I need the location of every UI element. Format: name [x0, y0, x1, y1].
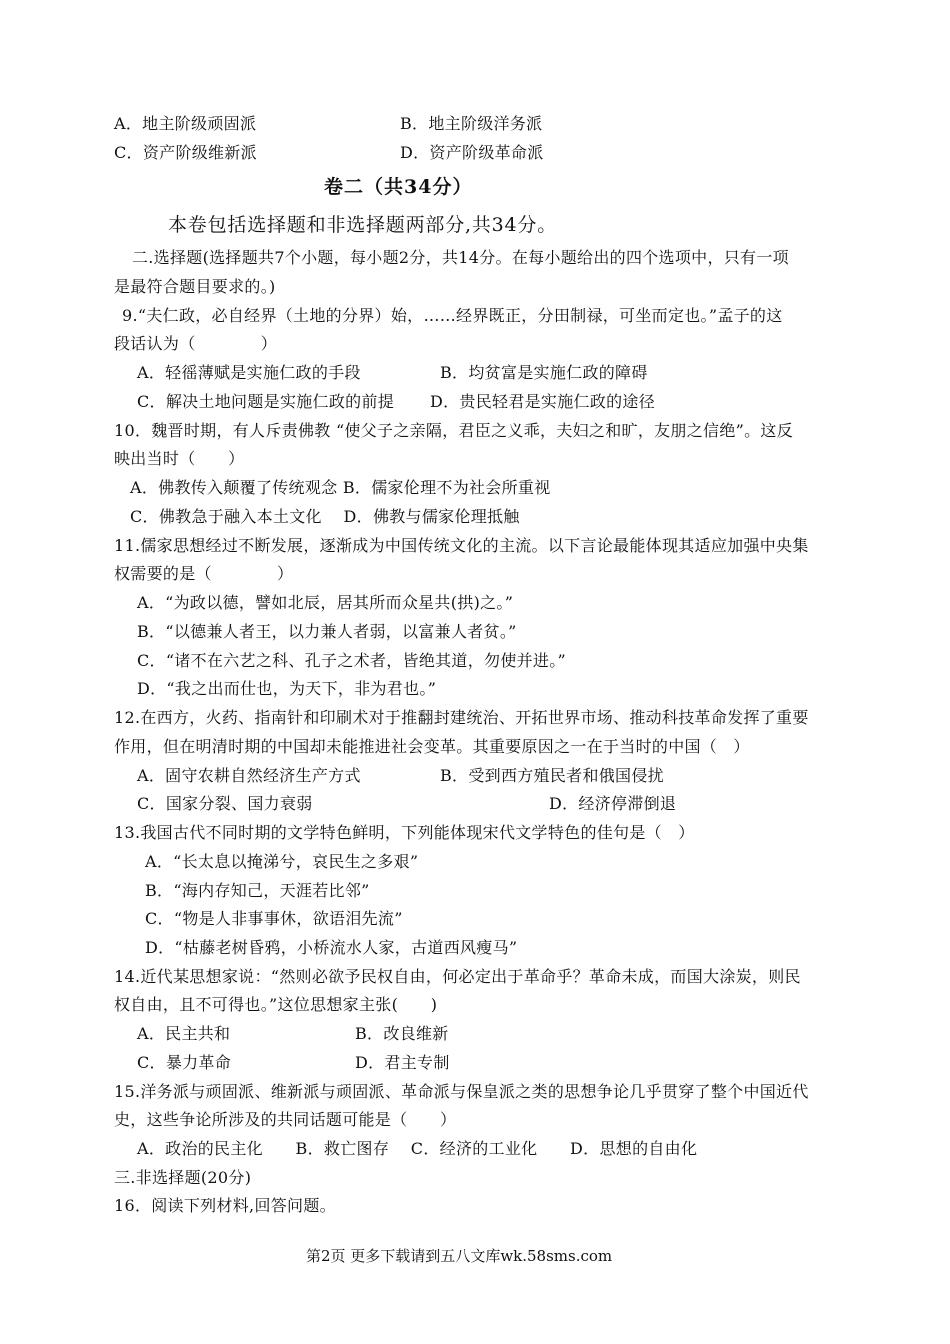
prev-option-c: C．资产阶级维新派 — [114, 143, 257, 162]
q12-option-c: C．国家分裂、国力衰弱 — [137, 794, 313, 813]
page-footer: 第2页 更多下载请到五八文库wk.58sms.com — [306, 1247, 613, 1265]
q15-stem-2: 史，这些争论所涉及的共同话题可能是（ ） — [114, 1110, 457, 1129]
q13-stem: 13.我国古代不同时期的文学特色鲜明，下列能体现宋代文学特色的佳句是（ ） — [114, 823, 695, 842]
q14-option-d: D．君主专制 — [355, 1053, 450, 1072]
prev-option-d: D．资产阶级革命派 — [400, 143, 544, 162]
q10-options-cd: C．佛教急于融入本土文化 D．佛教与儒家伦理抵触 — [130, 507, 520, 526]
instructions-line-2: 是最符合题目要求的。) — [114, 277, 276, 296]
section-title: 卷二（共34分） — [324, 176, 473, 198]
q12-stem-1: 12.在西方，火药、指南针和印刷术对于推翻封建统治、开拓世界市场、推动科技革命发挥了重要 — [114, 708, 809, 727]
section-intro: 本卷包括选择题和非选择题两部分,共34分。 — [168, 214, 558, 236]
q13-option-d: D．“枯藤老树昏鸦，小桥流水人家，古道西风瘦马” — [145, 938, 518, 957]
instructions-line-1: 二.选择题(选择题共7个小题，每小题2分，共14分。在每小题给出的四个选项中，只有一项 — [132, 248, 789, 267]
q10-stem-2: 映出当时（ ） — [114, 449, 245, 468]
q14-stem-2: 权自由，且不可得也。”这位思想家主张( ) — [114, 995, 438, 1014]
q12-option-b: B．受到西方殖民者和俄国侵扰 — [440, 766, 664, 785]
q10-options-ab: A．佛教传入颠覆了传统观念 B．儒家伦理不为社会所重视 — [130, 478, 551, 497]
prev-option-b: B．地主阶级洋务派 — [400, 114, 543, 133]
q11-option-a: A．“为政以德，譬如北辰，居其所而众星共(拱)之。” — [137, 593, 514, 612]
q12-option-a: A．固守农耕自然经济生产方式 — [137, 766, 361, 785]
q12-option-d: D．经济停滞倒退 — [549, 794, 677, 813]
q9-stem-1: 9.“夫仁政，必自经界（土地的分界）始，……经界既正，分田制禄，可坐而定也。”孟子的这 — [122, 306, 783, 325]
prev-option-a: A．地主阶级顽固派 — [114, 114, 257, 133]
q9-stem-2: 段话认为（ ） — [114, 334, 278, 353]
q15-stem-1: 15.洋务派与顽固派、维新派与顽固派、革命派与保皇派之类的思想争论几乎贯穿了整个中国近代 — [114, 1082, 809, 1101]
q11-stem-2: 权需要的是（ ） — [114, 564, 294, 583]
q13-option-c: C．“物是人非事事休，欲语泪先流” — [145, 909, 403, 928]
q12-stem-2: 作用，但在明清时期的中国却未能推进社会变革。其重要原因之一在于当时的中国（ ） — [114, 737, 750, 756]
q9-option-c: C．解决土地问题是实施仁政的前提 — [137, 392, 395, 411]
q15-options: A．政治的民主化 B．救亡图存 C．经济的工业化 D．思想的自由化 — [137, 1139, 698, 1158]
section-3-heading: 三.非选择题(20分) — [114, 1168, 252, 1187]
q13-option-a: A．“长太息以掩涕兮，哀民生之多艰” — [145, 852, 419, 871]
q11-stem-1: 11.儒家思想经过不断发展，逐渐成为中国传统文化的主流。以下言论最能体现其适应加强中央集 — [114, 536, 809, 555]
q14-option-c: C．暴力革命 — [137, 1053, 232, 1072]
q11-option-c: C．“诸不在六艺之科、孔子之术者，皆绝其道，勿使并进。” — [137, 651, 567, 670]
q10-stem-1: 10．魏晋时期，有人斥责佛教 “使父子之亲隔，君臣之义乖，夫妇之和旷，友朋之信绝”。这反 — [114, 421, 794, 440]
q9-option-a: A．轻徭薄赋是实施仁政的手段 — [137, 363, 361, 382]
q14-option-b: B．改良维新 — [355, 1024, 449, 1043]
q13-option-b: B．“海内存知己，天涯若比邻” — [145, 881, 370, 900]
q16-stem: 16．阅读下列材料,回答问题。 — [114, 1196, 336, 1215]
q11-option-d: D．“我之出而仕也，为天下，非为君也。” — [137, 679, 437, 698]
q14-stem-1: 14.近代某思想家说：“然则必欲予民权自由，何必定出于革命乎？革命未成，而国大涂炭，则民 — [114, 967, 801, 986]
q9-option-d: D．贵民轻君是实施仁政的途径 — [430, 392, 656, 411]
q9-option-b: B．均贫富是实施仁政的障碍 — [440, 363, 648, 382]
q11-option-b: B．“以德兼人者王，以力兼人者弱，以富兼人者贫。” — [137, 622, 517, 641]
q14-option-a: A．民主共和 — [137, 1024, 231, 1043]
